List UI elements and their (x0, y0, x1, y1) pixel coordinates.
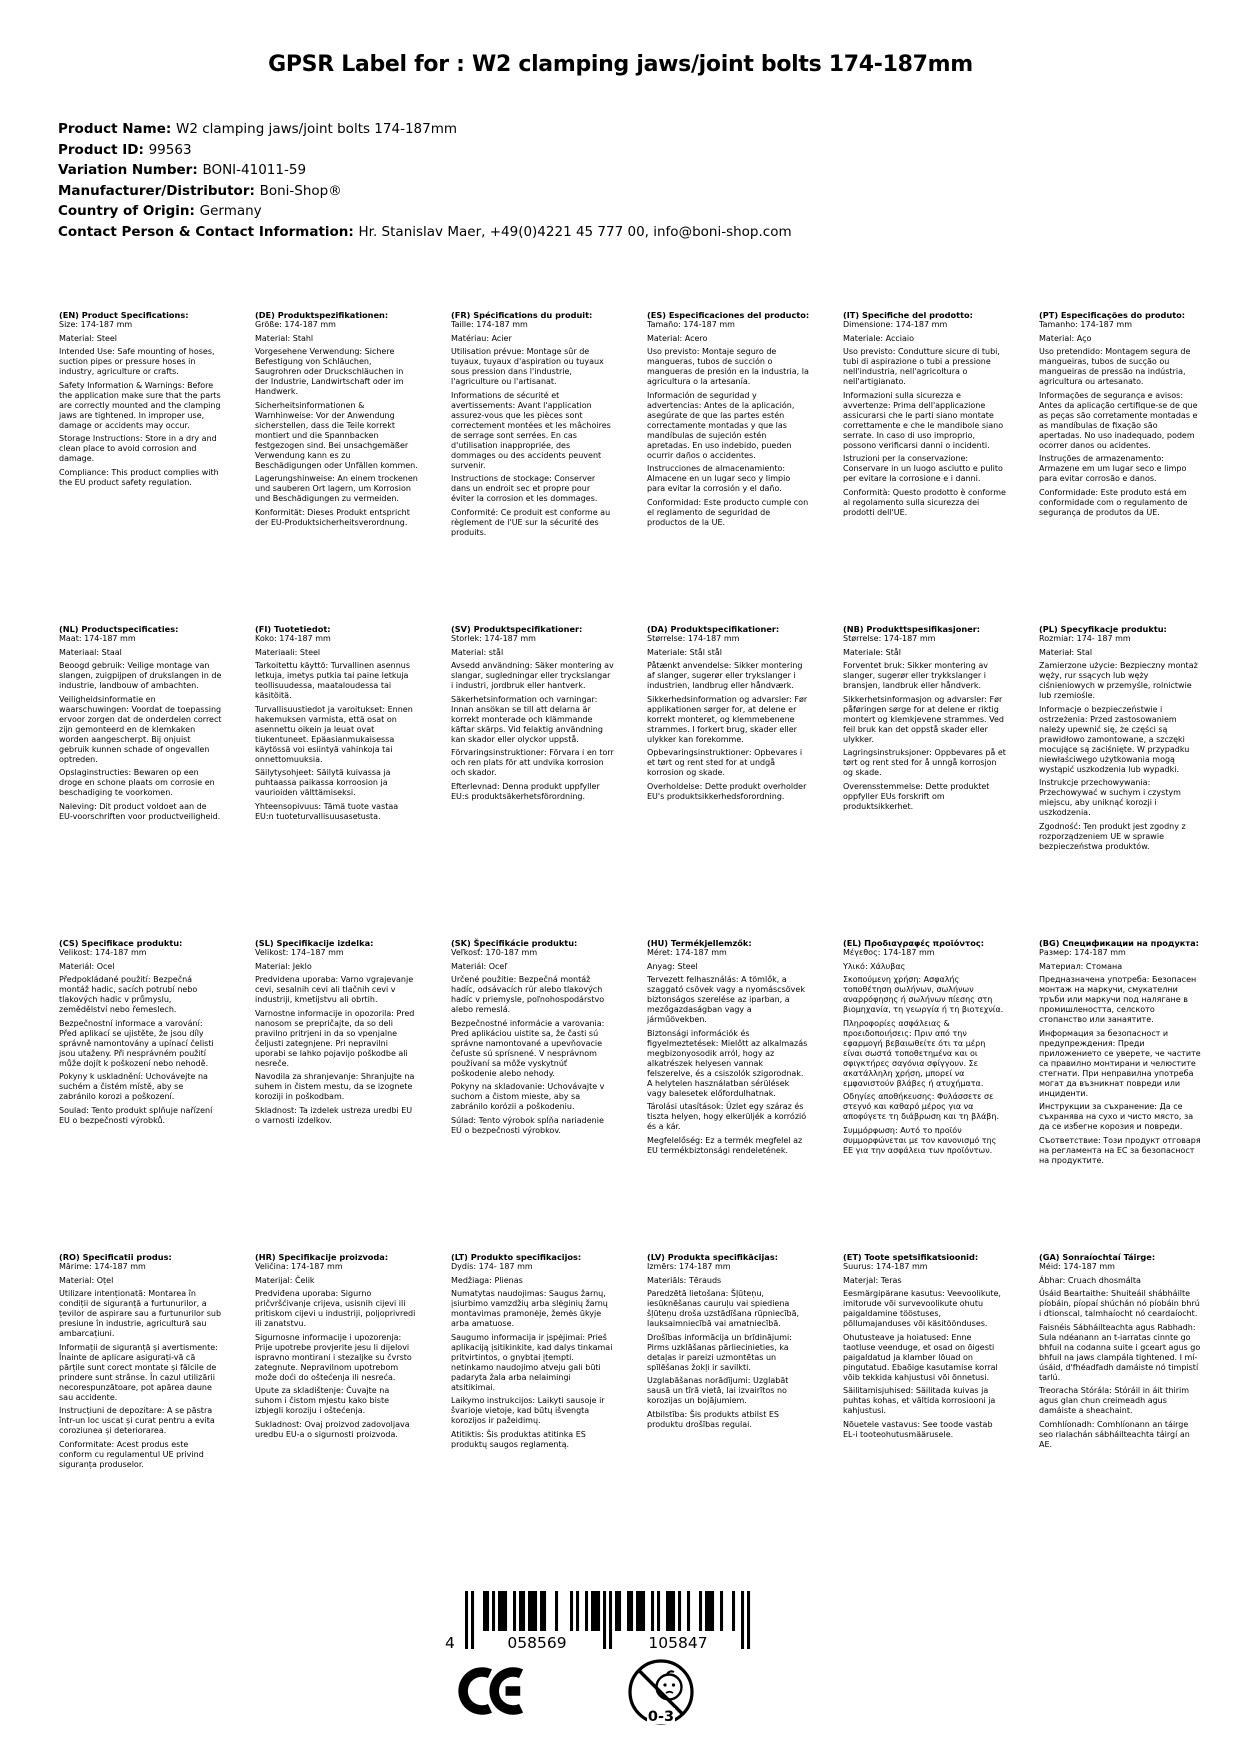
language-block-line: Intended Use: Safe mounting of hoses, suction pipes or pressure hoses in industry, agriculture or crafts. (59, 347, 215, 376)
product-info-value: Germany (199, 203, 262, 220)
language-block-line: Rozmiar: 174- 187 mm (1039, 634, 1131, 643)
language-block-line: Taille: 174-187 mm (451, 320, 528, 329)
language-block-line: Sukladnost: Ovaj proizvod zadovoljava uredbu EU-a o sigurnosti proizvoda. (255, 1419, 410, 1439)
language-block-line: Opslaginstructies: Bewaren op een droge en schone plaats om corrosie en beschadiging te voorkomen. (59, 768, 215, 797)
language-block-line: Veiligheidsinformatie en waarschuwingen: Voordat de toepassing ervoor zorgen dat de onderdelen correct zijn gemonteerd en de klemkaken worden aangescherpt. Bij onjuist gebruik kunnen schade of ongevallen optreden. (59, 694, 222, 764)
language-block-line: Maat: 174-187 mm (59, 634, 136, 643)
language-block-heading: (NB) Produkttspesifikasjoner: (843, 624, 981, 634)
language-block-heading: (DE) Produktspezifikationen: (255, 310, 389, 320)
language-block-line: Tervezett felhasználás: A tömlők, a szaggató csövek vagy a nyomáscsövek biztonságos szerelése az iparban, a mezőgazdaságban vagy a járműövekben. (647, 975, 805, 1024)
language-block-line: Súlad: Tento výrobok spĺňa nariadenie EÚ o bezpečnosti výrobkov. (451, 1115, 604, 1135)
language-block-line: Sikkerhedsinformation og advarsler: Før applikationen sørger for, at delene er korrekt monteret, og klemmebenene strammes. I forkert brug, skader eller ulykker kan forekomme. (647, 694, 808, 744)
language-block-line: Matériau: Acier (451, 333, 512, 343)
language-block-line: Σκοπούμενη χρήση: Ασφαλής τοποθέτηση σωλήνων, σωλήνων αναρρόφησης ή σωλήνων πίεσης στη βιομηχανία, τη γεωργία ή τη βιοτεχνία. (843, 975, 1004, 1014)
language-block-line: Material: Steel (59, 333, 118, 343)
language-block-line: Naleving: Dit product voldoet aan de EU-voorschriften voor productveiligheid. (59, 801, 221, 821)
language-block-line: Materiāls: Tērauds (647, 1275, 722, 1285)
language-block-heading: (CS) Specifikace produktu: (59, 938, 183, 948)
language-block-line: Tarkoitettu käyttö: Turvallinen asennus letkuja, imetys putkia tai paine letkuja teollisuudessa, maataloudessa tai käsitöitä. (255, 661, 411, 700)
language-block-line: Instrukcje przechowywania: Przechowywać w suchym i czystym miejscu, aby uniknąć korozji i uszkodzenia. (1039, 778, 1181, 817)
language-block-line: Информация за безопасност и предупреждения: Преди приложението се уверете, че частите са правилно монтирани и челюстите стегнати. При неправилна употреба могат да възникнат повреди или инциденти. (1039, 1028, 1201, 1098)
language-block-line: Pokyny na skladovanie: Uchovávajte v suchom a čistom mieste, aby sa zabránilo korózii a poškodeniu. (451, 1082, 605, 1111)
language-block-heading: (GA) Sonraíochtaí Táirge: (1039, 1252, 1156, 1262)
language-block (255, 624, 418, 822)
product-info-value: W2 clamping jaws/joint bolts 174-187mm (176, 121, 458, 137)
language-block-line: Beoogd gebruik: Veilige montage van slangen, zuigpijpen of drukslangen in de industrie, landbouw of ambachten. (59, 661, 222, 690)
language-block-line: Materiale: Acciaio (843, 333, 915, 343)
language-block-heading: (HU) Termékjellemzők: (647, 938, 752, 948)
language-block-line: Uso pretendido: Montagem segura de mangueiras, tubos de sucção ou mangueiras de pressão na indústria, agricultura ou artesanato. (1039, 347, 1191, 386)
product-info-value: 99563 (148, 141, 192, 158)
language-block-line: Biztonsági információk és figyelmeztetések: Mielőtt az alkalmazás megbizonyosodik arról, hogy az alkatrészek helyesen vannak felszerelve, és a csiszolók szigorodnak. A helytelen használatban sérülések vagy balesetek előfordulhatnak. (647, 1028, 808, 1098)
language-block-line: Úsáid Beartaithe: Shuiteáil shábháilte píobáin, píopaí shúchán nó píobáin bhrú i dtionscal, talmhaíocht nó ceardaíocht. (1039, 1289, 1200, 1318)
language-block-line: Zamierzone użycie: Bezpieczny montaż węży, rur ssących lub węży ciśnieniowych w przemyśle, rolnictwie lub rzemiośle. (1039, 661, 1198, 700)
language-block-line: Μέγεθος: 174-187 mm (843, 948, 935, 957)
language-block-line: Størrelse: 174-187 mm (647, 634, 740, 643)
language-block-line: Instruções de armazenamento: Armazene em um lugar seco e limpo para evitar corrosão e danos. (1039, 454, 1187, 483)
language-block-line: Materiale: Stål (843, 647, 901, 657)
language-block-line: Påtænkt anvendelse: Sikker montering af slanger, sugerør eller trykslanger i industrien, landbrug eller håndværk. (647, 661, 803, 690)
language-block-line: Informații de siguranță și avertismente: Înainte de aplicare asigurați-vă că părțile sunt corect montate și fălcile de prindere sunt strânse. În cazul utilizării necorespunzătoare, pot apărea daune sau accidente. (59, 1342, 218, 1402)
language-block-line: Materiál: Oceľ (451, 961, 508, 971)
language-block (255, 1252, 418, 1440)
language-block-line: Съответствие: Този продукт отговаря на регламента на ЕС за безопасност на продуктите. (1039, 1135, 1201, 1165)
language-block-line: Size: 174-187 mm (59, 320, 133, 329)
language-block-line: Instrucciones de almacenamiento: Almacene en un lugar seco y limpio para evitar la corrosión y el daño. (647, 464, 791, 493)
language-block-line: Atbilstība: Šis produkts atbilst ES produktu drošības regulai. (647, 1409, 780, 1429)
language-block-heading: (DA) Produktspecifikationer: (647, 624, 780, 634)
barcode-left-digits: 058569 (507, 1634, 567, 1652)
language-block-heading: (BG) Спецификации на продукта: (1039, 938, 1199, 948)
language-block-line: Materiaali: Steel (255, 647, 321, 657)
ce-conformity-mark-icon (452, 1663, 528, 1723)
barcode-right-digits: 105847 (648, 1634, 708, 1652)
language-block (647, 624, 810, 802)
language-block-line: Größe: 174-187 mm (255, 320, 336, 329)
language-block-line: Υλικό: Χάλυβας (843, 961, 906, 971)
language-block-line: Sicherheitsinformationen & Warnhinweise: Vor der Anwendung sicherstellen, dass die Teile korrekt montiert und die Spannbacken festgezogen sind. Bei unsachgemäßer Verwendung kann es zu Beschädigungen oder Unfällen kommen. (255, 400, 418, 470)
product-info-label: Country of Origin: (58, 203, 200, 220)
language-block (843, 938, 1006, 1156)
language-block-heading: (NL) Productspecificaties: (59, 624, 179, 634)
language-block-heading: (LV) Produkta specifikācijas: (647, 1252, 778, 1262)
language-block-line: Instrucțiuni de depozitare: A se păstra într-un loc uscat și curat pentru a evita coroziunea și deteriorarea. (59, 1406, 215, 1435)
language-block-line: Dimensione: 174-187 mm (843, 320, 948, 329)
language-block-line: Tamanho: 174-187 mm (1039, 320, 1132, 329)
language-block-line: Overensstemmelse: Dette produktet oppfyller EUs forskrift om produktsikkerhet. (843, 781, 990, 811)
language-block-line: Saugumo informacija ir įspėjimai: Prieš aplikaciją įsitikinkite, kad dalys tinkamai pritvirtintos, o gnybtai įtempti. netinkamo naudojimo atveju gali būti padaryta žala arba nelaimingi atsitikimai. (451, 1332, 613, 1392)
language-block (451, 938, 614, 1136)
language-block-line: Informazioni sulla sicurezza e avvertenze: Prima dell'applicazione assicurarsi che le parti siano montate correttamente e che le mandibole siano serrate. In caso di uso improprio, possono verificarsi danni o incidenti. (843, 390, 1004, 450)
language-block-heading: (SV) Produktspecifikationer: (451, 624, 583, 634)
language-block-line: Předpokládané použití: Bezpečná montáž hadic, sacích potrubí nebo tlakových hadic v průmyslu, zemědělství nebo řemeslech. (59, 975, 198, 1014)
language-block-line: Συμμόρφωση: Αυτό το προϊόν συμμορφώνεται με τον κανονισμό της ΕΕ για την ασφάλεια των προϊόντων. (843, 1125, 997, 1155)
language-block-line: Atitiktis: Šis produktas atitinka ES produktų saugos reglamentą. (451, 1429, 586, 1449)
language-block-line: Instructions de stockage: Conserver dans un endroit sec et propre pour éviter la corrosion et les dommages. (451, 474, 598, 503)
language-block-line: Informações de segurança e avisos: Antes da aplicação certifique-se de que as peças são corretamente montadas e as mandíbulas de fixação são apertadas. No uso inadequado, podem ocorrer danos ou acidentes. (1039, 390, 1198, 450)
product-info-label: Product Name: (58, 121, 176, 137)
product-info-line (58, 181, 792, 202)
product-info-line (58, 140, 792, 161)
language-block-line: Material: stål (451, 647, 504, 657)
language-block-line: Koko: 174-187 mm (255, 634, 331, 643)
language-block-line: Materijal: Čelik (255, 1275, 315, 1285)
language-block (843, 1252, 1006, 1440)
product-info-label: Manufacturer/Distributor: (58, 182, 260, 199)
language-block-line: Tárolási utasítások: Üzlet egy száraz és tiszta helyen, hogy elkerüljék a korrózió és a kár. (647, 1102, 807, 1131)
language-block-line: Istruzioni per la conservazione: Conservare in un luogo asciutto e pulito per evitare la corrosione e i danni. (843, 454, 1003, 483)
language-block-line: Conformidad: Este producto cumple con el reglamento de seguridad de productos de la UE. (647, 497, 809, 527)
language-block-heading: (RO) Specificatii produs: (59, 1252, 172, 1262)
language-block-heading: (EN) Product Specifications: (59, 310, 189, 320)
language-block-heading: (SL) Specifikacije izdelka: (255, 938, 374, 948)
language-block-line: Säkerhetsinformation och varningar: Innan ansökan se till att delarna är korrekt monterade och klämmande käftar skärps. Vid felaktig användning kan skador eller olyckor uppstå. (451, 694, 603, 744)
language-block-heading: (ET) Toote spetsifikatsioonid: (843, 1252, 979, 1262)
language-block (255, 310, 418, 528)
product-info-line (58, 119, 792, 140)
product-info (58, 119, 792, 243)
language-block (451, 310, 614, 538)
language-block-line: Anyag: Steel (647, 961, 698, 971)
language-block-line: Méret: 174-187 mm (647, 948, 727, 957)
age-warning-0-3-icon (626, 1656, 696, 1736)
language-block-heading: (ES) Especificaciones del producto: (647, 310, 810, 320)
language-block-line: Material: Aço (1039, 333, 1092, 343)
language-block (59, 624, 222, 822)
language-block-line: Πληροφορίες ασφάλειας & προειδοποιήσεις: Πριν από την εφαρμογή βεβαιωθείτε ότι τα μέρη είναι σωστά τοποθετημένα και οι σφιγκτήρες σαγόνια σφίγγουν. Σε ακατάλληλη χρήση, μπορεί να εμφανιστούν βλάβες ή ατυχήματα. (843, 1018, 986, 1088)
language-block-line: Yhteensopivuus: Tämä tuote vastaa EU:n tuoteturvallisuusasetusta. (255, 801, 399, 821)
language-block-line: Lagerungshinweise: An einem trockenen und sauberen Ort lagern, um Korrosion und Beschädigungen zu vermeiden. (255, 474, 418, 503)
language-block-heading: (FR) Spécifications du produit: (451, 310, 593, 320)
language-block-line: Numatytas naudojimas: Saugus žarnų, įsiurbimo vamzdžių arba slėginių žarnų montavimas pramonėje, žemės ūkyje arba amatuose. (451, 1289, 608, 1328)
language-block (647, 938, 810, 1156)
product-info-value: Hr. Stanislav Maer, +49(0)4221 45 777 00, info@boni-shop.com (358, 223, 792, 240)
language-block-line: Opbevaringsinstruktioner: Opbevares i et tørt og rent sted for at undgå korrosion og skade. (647, 748, 803, 777)
language-block-line: Material: Stahl (255, 333, 314, 343)
language-block-line: Størrelse: 174-187 mm (843, 634, 936, 643)
language-block (1039, 938, 1202, 1166)
ean-13-barcode (443, 1591, 753, 1657)
product-info-label: Variation Number: (58, 162, 203, 179)
language-block-line: Conformitate: Acest produs este conform cu regulamentul UE privind siguranța produselor. (59, 1439, 204, 1469)
language-block-line: Varnostne informacije in opozorila: Pred nanosom se prepričajte, da so deli pravilno pritrjeni in da so vpenjalne čeljusti zategnjene. Pri nepravilni uporabi se lahko pojavijo poškodbe ali nesreče. (255, 1008, 415, 1068)
language-block-line: Veľkosť: 170-187 mm (451, 948, 538, 957)
language-block (647, 310, 810, 528)
language-block-line: Turvallisuustiedot ja varoitukset: Ennen hakemuksen varmista, että osat on asennettu oikein ja leuat ovat tiukentuneet. Epäasianmukaisessa käytössä voi esiintyä vahinkoja tai onnettomuuksia. (255, 704, 413, 764)
language-block-line: Dydis: 174- 187 mm (451, 1262, 533, 1271)
language-block-line: Οδηγίες αποθήκευσης: Φυλάσσετε σε στεγνό και καθαρό μέρος για να αποφύγετε τη διάβρωση και τη βλάβη. (843, 1092, 1000, 1121)
language-block-line: Navodila za shranjevanje: Shranjujte na suhem in čistem mestu, da se izognete koroziji in poškodbam. (255, 1072, 415, 1101)
language-block-heading: (LT) Produkto specifikacijos: (451, 1252, 582, 1262)
language-block-line: Uzglabāšanas norādījumi: Uzglabāt sausā un tīrā vietā, lai izvairītos no korozijas un bojājumiem. (647, 1376, 789, 1405)
language-block-line: Utilizare intenționată: Montarea în condiții de siguranță a furtunurilor, a țevilor de aspirare sau a furtunurilor sub presiune în industrie, agricultură sau ambarcațiuni. (59, 1289, 222, 1338)
language-block-line: Informacje o bezpieczeństwie i ostrzeżenia: Przed zastosowaniem należy upewnić się, że części są prawidłowo zamontowane, a szczęki mocujące są zaciśnięte. W przypadku niewłaściwego użytkowania mogą wystąpić uszkodzenia lub wypadki. (1039, 704, 1190, 774)
language-block-line: Conformità: Questo prodotto è conforme al regolamento sulla sicurezza dei prodotti dell'UE. (843, 487, 1006, 517)
language-block-line: Förvaringsinstruktioner: Förvara i en torr och ren plats för att undvika korrosion och skador. (451, 748, 614, 777)
language-block-line: Informations de sécurité et avertissements: Avant l'application assurez-vous que les pièces sont correctement montées et les mâchoires de serrage sont serrées. En cas d'utilisation inappropriée, des dommages ou des accidents peuvent survenir. (451, 390, 611, 470)
language-block-line: Conformité: Ce produit est conforme au règlement de l'UE sur la sécurité des produits. (451, 507, 611, 537)
language-block-line: Safety Information & Warnings: Before the application make sure that the parts are correctly mounted and the clamping jaws are tightened. In improper use, damage or accidents may occur. (59, 380, 221, 430)
language-block-line: Размер: 174-187 mm (1039, 948, 1126, 957)
product-info-label: Product ID: (58, 141, 149, 158)
language-block-line: Uso previsto: Montaje seguro de mangueras, tubos de succión o mangueras de presión en la industria, la agricultura o la artesanía. (647, 347, 809, 386)
language-block (843, 624, 1006, 812)
language-block-heading: (HR) Specifikacije proizvoda: (255, 1252, 389, 1262)
language-block-line: Nõuetele vastavus: See toode vastab EL-i tooteohutusmäärusele. (843, 1419, 993, 1439)
language-block-line: Upute za skladištenje: Čuvajte na suhom i čistom mjestu kako biste izbjegli koroziju i oštećenja. (255, 1386, 390, 1415)
language-block-heading: (SK) Špecifikácie produktu: (451, 938, 578, 948)
language-block-line: Zgodność: Ten produkt jest zgodny z rozporządzeniem UE w sprawie bezpieczeństwa produktów. (1039, 821, 1186, 851)
language-block-line: Efterlevnad: Denna produkt uppfyller EU:s produktsäkerhetsförordning. (451, 781, 600, 801)
language-block-line: Skladnost: Ta izdelek ustreza uredbi EU o varnosti izdelkov. (255, 1105, 413, 1125)
product-info-value: Boni-Shop® (259, 182, 342, 199)
language-block-line: Материал: Стомана (1039, 961, 1123, 971)
language-block (1039, 624, 1202, 852)
language-block (1039, 1252, 1202, 1450)
language-block-line: Pokyny k uskladnění: Uchovávejte na suchém a čistém místě, aby se zabránilo korozi a poškození. (59, 1072, 208, 1101)
language-block-line: Sikkerhetsinformasjon og advarsler: Før påføringen sørge for at delene er riktig montert og klemkjevene strammes. Ved feil bruk kan det oppstå skader eller ulykker. (843, 694, 1004, 744)
language-block-line: Suurus: 174-187 mm (843, 1262, 928, 1271)
language-block-line: Säilitamisjuhised: Säilitada kuivas ja puhtas kohas, et vältida korrosiooni ja kahjustusi. (843, 1386, 996, 1415)
language-block-line: Uso previsto: Condutture sicure di tubi, tubi di aspirazione o tubi a pressione nell'industria, nell'agricoltura o nell'artigianato. (843, 347, 1000, 386)
language-block-line: Conformidade: Este produto está em conformidade com o regulamento de segurança de produtos da UE. (1039, 487, 1188, 517)
product-info-line (58, 160, 792, 181)
language-block-line: Lagringsinstruksjoner: Oppbevares på et tørt og rent sted for å unngå korrosjon og skade. (843, 748, 1006, 777)
language-block-line: Предназначена употреба: Безопасен монтаж на маркучи, смукателни тръби или маркучи под налягане в промишлеността, селското стопанство или занаятите. (1039, 975, 1197, 1024)
language-block-line: Drošības informācija un brīdinājumi: Pirms uzklāšanas pārliecinieties, ka detaļas ir pareizi uzmontētas un spīlēšanas žokļi ir savilkti. (647, 1332, 792, 1372)
language-block (255, 938, 418, 1126)
language-block-heading: (IT) Specifiche del prodotto: (843, 310, 973, 320)
language-block (451, 1252, 614, 1450)
language-block-line: Tamaño: 174-187 mm (647, 320, 735, 329)
language-block-line: Určené použitie: Bezpečná montáž hadíc, odsávacích rúr alebo tlakových hadíc v priemysle, poľnohospodárstvo alebo remeslá. (451, 975, 605, 1014)
language-block-line: Materjal: Teras (843, 1275, 902, 1285)
language-block-line: Veličina: 174-187 mm (255, 1262, 343, 1271)
language-block-line: Eesmärgipärane kasutus: Veevoolikute, imitorude või survevoolikute ohutu paigaldamine tööstuses, põllumajanduses või käsitöönduses. (843, 1289, 1001, 1328)
product-info-line (58, 222, 792, 243)
language-block-line: Utilisation prévue: Montage sûr de tuyaux, tuyaux d'aspiration ou tuyaux sous pression dans l'industrie, l'agriculture ou l'artisanat. (451, 347, 604, 386)
language-block (843, 310, 1006, 518)
language-block-line: Materiał: Stal (1039, 647, 1093, 657)
language-block-line: Material: Jeklo (255, 961, 312, 971)
language-block-line: Konformität: Dieses Produkt entspricht der EU-Produktsicherheitsverordnung. (255, 507, 410, 527)
language-block-line: Méid: 174-187 mm (1039, 1262, 1115, 1271)
language-block-line: Faisnéis Sábháilteachta agus Rabhadh: Sula ndéanann an t-iarratas cinnte go bhfuil na codanna suite i gceart agus go bhfuil na jaws clampála tightened. I mí-úsáid, d'fhéadfadh damáiste nó timpistí tarlú. (1039, 1322, 1201, 1382)
language-block-line: Material: Oțel (59, 1275, 114, 1285)
language-block-line: Medžiaga: Plienas (451, 1275, 523, 1285)
language-block-line: Predviđena uporaba: Sigurno pričvršćivanje crijeva, usisnih cijevi ili pritiskom cijevi u industriji, poljoprivredi ili zanatstvu. (255, 1289, 416, 1328)
language-block-line: Información de seguridad y advertencias: Antes de la aplicación, asegúrate de que las partes estén correctamente montadas y que las mandíbulas de sujeción estén apretadas. En uso indebido, pueden ocurrir daños o accidentes. (647, 390, 795, 460)
product-info-line (58, 201, 792, 222)
language-block-line: Avsedd användning: Säker montering av slangar, sugledningar eller tryckslangar i industri, jordbruk eller hantverk. (451, 661, 614, 690)
language-block-line: Materiál: Ocel (59, 961, 115, 971)
language-block-heading: (PL) Specyfikacje produktu: (1039, 624, 1167, 634)
language-block-heading: (FI) Tuotetiedot: (255, 624, 331, 634)
language-block (59, 938, 222, 1126)
language-block-line: Megfelelőség: Ez a termék megfelel az EU termékbiztonsági rendeletének. (647, 1135, 803, 1155)
language-block-heading: (EL) Προδιαγραφές προϊόντος: (843, 938, 984, 948)
language-block-line: Compliance: This product complies with the EU product safety regulation. (59, 467, 219, 487)
language-block-line: Sigurnosne informacije i upozorenja: Prije upotrebe provjerite jesu li dijelovi ispravno montirani i stezaljke su čvrsto zategnute. Nepravilnom upotrebom može doći do oštećenja ili nesreća. (255, 1332, 412, 1382)
language-block (1039, 310, 1202, 518)
language-block-line: Bezpečnostní informace a varování: Před aplikací se ujistěte, že jsou díly správně namontovány a upínací čelisti jsou utaženy. Při nesprávném použití může dojít k poškození nebo nehodě. (59, 1018, 214, 1068)
product-info-label: Contact Person & Contact Information: (58, 223, 359, 240)
language-block-line: Material: Acero (647, 333, 708, 343)
language-block-line: Velikost: 174-187 mm (59, 948, 147, 957)
language-block-line: Izmērs: 174-187 mm (647, 1262, 731, 1271)
language-block-line: Ohutusteave ja hoiatused: Enne taotluse veenduge, et osad on õigesti paigaldatud ja klamber lõuad on pingutatud. Ebaõige kasutamise korral võib tekkida kahjustusi või õnnetusi. (843, 1332, 998, 1382)
barcode-prefix-digit: 4 (445, 1634, 455, 1652)
language-block-line: Predvidena uporaba: Varno vgrajevanje cevi, sesalnih cevi ali tlačnih cevi v industriji, kmetijstvu ali obrtih. (255, 975, 414, 1004)
product-info-value: BONI-41011-59 (202, 162, 307, 179)
language-block-line: Storage Instructions: Store in a dry and clean place to avoid corrosion and damage. (59, 434, 217, 463)
language-block (59, 1252, 222, 1470)
language-block-line: Comhlíonadh: Comhlíonann an táirge seo rialachán sábháilteachta táirgí an AE. (1039, 1419, 1190, 1449)
language-block-line: Laikymo instrukcijos: Laikyti sausoje ir švarioje vietoje, kad būtų išvengta korozijos ir pažeidimų. (451, 1396, 605, 1425)
language-block-line: Velikost: 174–187 mm (255, 948, 344, 957)
language-block-line: Vorgesehene Verwendung: Sichere Befestigung von Schläuchen, Saugrohren oder Druckschläuchen in der Industrie, Landwirtschaft oder im Handwerk. (255, 347, 404, 396)
age-warning-text: 0-3 (647, 1709, 675, 1725)
language-block (647, 1252, 810, 1430)
language-block-line: Paredzētā lietošana: Šļūteņu, iesūknēšanas cauruļu vai spiediena šļūteņu droša uzstādīšana rūpniecībā, lauksaimniecībā vai amatniecībā. (647, 1289, 800, 1328)
language-block-line: Materiaal: Staal (59, 647, 122, 657)
language-block-line: Инструкции за съхранение: Да се съхранява на сухо и чисто място, за да се избегне корозия и повреди. (1039, 1102, 1194, 1131)
language-block-line: Forventet bruk: Sikker montering av slanger, sugerør eller trykkslanger i bransjen, landbruk eller håndverk. (843, 661, 988, 690)
language-block-line: Soulad: Tento produkt splňuje nařízení EU o bezpečnosti výrobků. (59, 1105, 213, 1125)
language-block-line: Mărime: 174-187 mm (59, 1262, 146, 1271)
language-block-line: Bezpečnostné informácie a varovania: Pred aplikáciou uistite sa, že časti sú správne namontované a upevňovacie čeľuste sú sprísnené. V nesprávnom používaní sa môže vyskytnúť poškodenie alebo nehody. (451, 1018, 605, 1078)
page-title: GPSR Label for : W2 clamping jaws/joint bolts 174-187mm (268, 52, 973, 77)
language-grid (59, 310, 1202, 1566)
language-block-line: Overholdelse: Dette produkt overholder EU's produktsikkerhedsforordning. (647, 781, 807, 801)
language-block-heading: (PT) Especificações do produto: (1039, 310, 1186, 320)
language-block-line: Storlek: 174-187 mm (451, 634, 536, 643)
language-block-line: Treoracha Stórála: Stóráil in áit thirim agus glan chun creimeadh agus damáiste a sheachaint. (1039, 1386, 1190, 1415)
language-block (451, 624, 614, 802)
language-block (59, 310, 222, 488)
language-block-line: Materiale: Stål stål (647, 647, 722, 657)
language-block-line: Säilytysohjeet: Säilytä kuivassa ja puhtaassa paikassa korroosion ja vaurioiden välttämiseksi. (255, 768, 391, 797)
language-block-line: Ábhar: Cruach dhosmálta (1039, 1275, 1141, 1285)
